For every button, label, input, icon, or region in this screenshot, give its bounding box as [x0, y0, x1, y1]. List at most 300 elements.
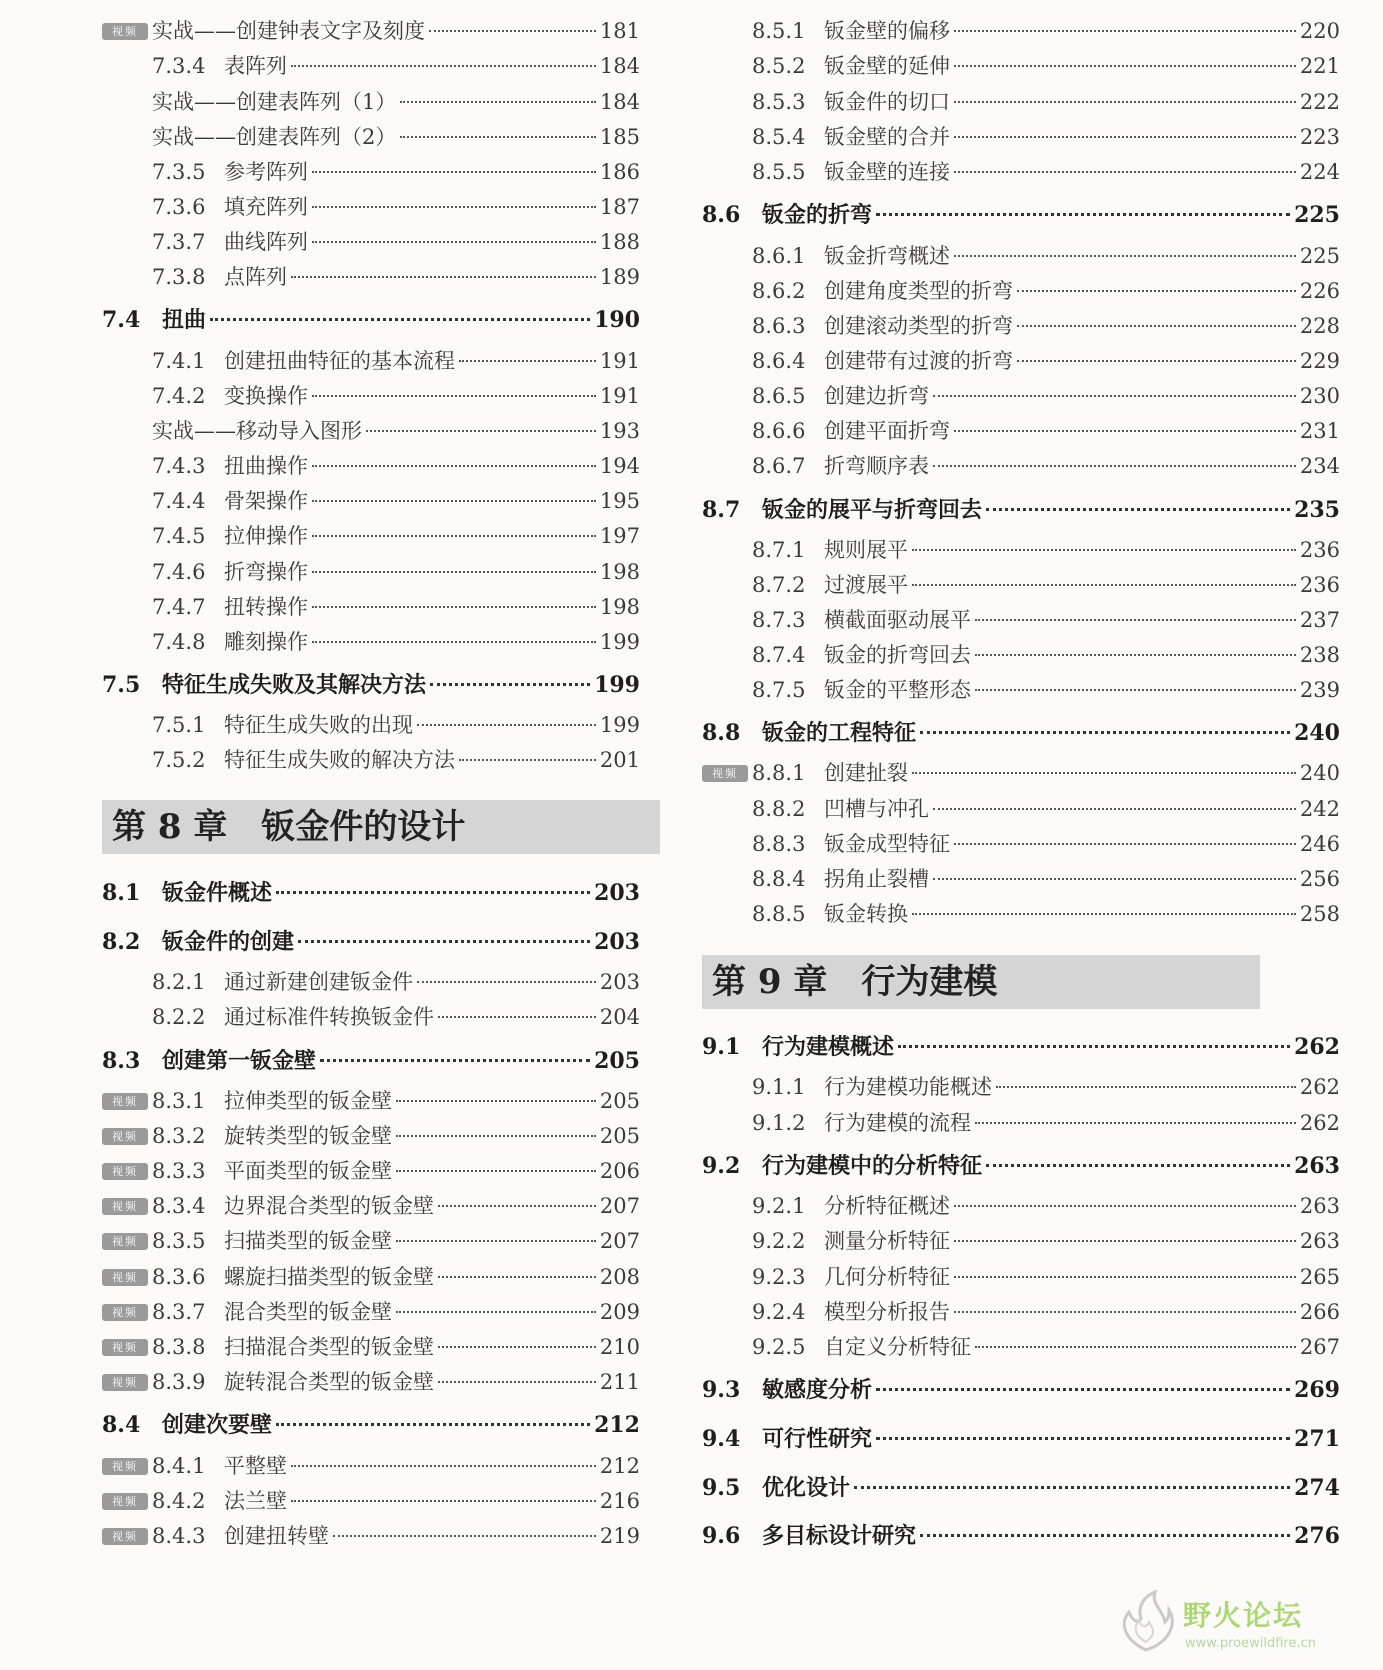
toc-subsection-entry[interactable] — [752, 451, 1340, 481]
toc-subsection-entry[interactable] — [152, 592, 640, 622]
video-badge-icon[interactable]: 视频 — [102, 1163, 148, 1180]
entry-title: 平面类型的钣金壁 — [224, 1159, 392, 1183]
entry-page-number: 269 — [1294, 1377, 1340, 1403]
entry-title: 钣金的折弯回去 — [824, 643, 971, 667]
entry-number: 8.7.1 — [752, 538, 806, 562]
entry-number: 7.5.1 — [152, 713, 206, 737]
dot-leader — [459, 759, 596, 761]
entry-page-number: 201 — [599, 748, 640, 772]
entry-number: 8.3.5 — [152, 1229, 206, 1253]
toc-section-entry[interactable] — [702, 199, 1340, 231]
toc-subsection-entry[interactable] — [152, 1121, 640, 1151]
entry-title: 横截面驱动展平 — [824, 608, 971, 632]
toc-subsection-entry[interactable] — [752, 346, 1340, 376]
toc-subsection-entry[interactable] — [152, 557, 640, 587]
toc-subsection-entry[interactable] — [752, 381, 1340, 411]
entry-title: 特征生成失败的解决方法 — [224, 748, 455, 772]
entry-page-number: 236 — [1299, 538, 1340, 562]
entry-page-number: 231 — [1299, 419, 1340, 443]
video-badge-icon[interactable]: 视频 — [102, 1339, 148, 1356]
toc-subsection-entry[interactable] — [152, 745, 640, 775]
entry-number: 9.5 — [702, 1475, 741, 1501]
entry-number: 7.4.6 — [152, 560, 206, 584]
entry-page-number: 262 — [1299, 1075, 1340, 1099]
entry-title: 钣金件的创建 — [162, 929, 295, 955]
dot-leader — [417, 981, 596, 983]
entry-page-number: 276 — [1294, 1523, 1340, 1549]
dot-leader — [312, 535, 596, 537]
toc-subsection-entry[interactable] — [752, 122, 1340, 152]
entry-number: 8.4.1 — [152, 1454, 206, 1478]
entry-title: 钣金成型特征 — [824, 832, 950, 856]
entry-title: 特征生成失败及其解决方法 — [162, 672, 427, 698]
entry-number: 9.1.1 — [752, 1075, 806, 1099]
dot-leader — [954, 171, 1296, 173]
video-badge-icon[interactable]: 视频 — [102, 1128, 148, 1145]
chapter-number: 第 8 章 — [112, 807, 228, 847]
toc-subsection-entry[interactable] — [752, 276, 1340, 306]
toc-section-entry[interactable] — [702, 717, 1340, 749]
toc-subsection-entry[interactable] — [752, 1332, 1340, 1362]
toc-subsection-entry[interactable] — [152, 521, 640, 551]
toc-subsection-entry[interactable] — [152, 51, 640, 81]
entry-number: 9.1.2 — [752, 1111, 806, 1135]
entry-title: 钣金的平整形态 — [824, 678, 971, 702]
entry-title: 创建第一钣金壁 — [162, 1048, 317, 1074]
dot-leader — [312, 606, 596, 608]
toc-subsection-entry[interactable] — [752, 829, 1340, 859]
toc-subsection-entry[interactable] — [752, 535, 1340, 565]
toc-subsection-entry[interactable] — [152, 627, 640, 657]
dot-leader — [912, 913, 1296, 915]
entry-page-number: 203 — [594, 929, 640, 955]
toc-section-entry[interactable] — [102, 1409, 640, 1441]
dot-leader — [400, 101, 596, 103]
toc-section-entry[interactable] — [702, 1520, 1340, 1552]
dot-leader — [954, 1240, 1296, 1242]
entry-number: 8.4.2 — [152, 1489, 206, 1513]
dot-leader — [954, 30, 1296, 32]
video-badge-icon[interactable]: 视频 — [102, 1374, 148, 1391]
toc-section-entry[interactable] — [702, 1031, 1340, 1063]
entry-page-number: 256 — [1299, 867, 1340, 891]
dot-leader — [912, 772, 1296, 774]
dot-leader — [417, 724, 596, 726]
entry-title: 自定义分析特征 — [824, 1335, 971, 1359]
toc-subsection-entry[interactable] — [152, 1262, 640, 1292]
entry-title: 过渡展平 — [824, 573, 908, 597]
dot-leader — [438, 1381, 596, 1383]
entry-title: 创建滚动类型的折弯 — [824, 314, 1013, 338]
entry-page-number: 262 — [1299, 1111, 1340, 1135]
dot-leader — [1017, 325, 1296, 327]
dot-leader — [438, 1276, 596, 1278]
entry-page-number: 224 — [1299, 160, 1340, 184]
dot-leader — [912, 549, 1296, 551]
toc-subsection-entry[interactable] — [752, 416, 1340, 446]
entry-page-number: 274 — [1294, 1475, 1340, 1501]
entry-title: 平整壁 — [224, 1454, 287, 1478]
dot-leader — [400, 136, 596, 138]
entry-number: 8.3.7 — [152, 1300, 206, 1324]
dot-leader — [986, 508, 1290, 511]
video-badge-icon[interactable]: 视频 — [102, 1198, 148, 1215]
toc-subsection-entry[interactable] — [752, 1297, 1340, 1327]
entry-number: 8.2.2 — [152, 1005, 206, 1029]
entry-number: 8.8.4 — [752, 867, 806, 891]
entry-page-number: 199 — [599, 630, 640, 654]
toc-subsection-entry[interactable] — [152, 967, 640, 997]
chapter-8-heading — [102, 800, 660, 854]
chapter-number: 第 9 章 — [712, 962, 828, 1002]
video-badge-icon[interactable]: 视频 — [102, 1493, 148, 1510]
entry-title: 扭曲 — [162, 307, 207, 333]
entry-page-number: 237 — [1299, 608, 1340, 632]
video-badge-icon[interactable]: 视频 — [102, 1269, 148, 1286]
dot-leader — [933, 878, 1296, 880]
toc-subsection-entry[interactable] — [752, 1226, 1340, 1256]
entry-page-number: 195 — [599, 489, 640, 513]
entry-page-number: 234 — [1299, 454, 1340, 478]
dot-leader — [396, 1135, 596, 1137]
toc-section-entry[interactable] — [702, 1423, 1340, 1455]
toc-subsection-entry[interactable] — [752, 51, 1340, 81]
toc-subsection-entry[interactable] — [152, 1332, 640, 1362]
entry-title: 实战——创建表阵列（1） — [152, 90, 397, 114]
dot-leader — [1017, 360, 1296, 362]
toc-section-entry[interactable] — [102, 669, 640, 701]
watermark — [1111, 1588, 1371, 1668]
entry-title: 参考阵列 — [224, 160, 308, 184]
entry-title: 曲线阵列 — [224, 230, 308, 254]
entry-page-number: 199 — [594, 672, 640, 698]
toc-subsection-entry[interactable] — [752, 1108, 1340, 1138]
dot-leader — [954, 1205, 1296, 1207]
dot-leader — [366, 430, 596, 432]
toc-section-entry[interactable] — [702, 494, 1340, 526]
dot-leader — [954, 136, 1296, 138]
toc-subsection-entry[interactable] — [152, 1521, 640, 1551]
chapter-title: 行为建模 — [861, 962, 998, 1002]
entry-page-number: 266 — [1299, 1300, 1340, 1324]
entry-page-number: 198 — [599, 595, 640, 619]
dot-leader — [312, 465, 596, 467]
video-badge-icon[interactable]: 视频 — [102, 1458, 148, 1475]
entry-page-number: 242 — [1299, 797, 1340, 821]
toc-subsection-entry[interactable] — [152, 346, 640, 376]
toc-subsection-entry[interactable] — [152, 710, 640, 740]
entry-page-number: 188 — [599, 230, 640, 254]
toc-subsection-entry[interactable] — [152, 1086, 640, 1116]
toc-section-entry[interactable] — [102, 1045, 640, 1077]
entry-page-number: 181 — [599, 19, 640, 43]
video-badge-icon[interactable]: 视频 — [102, 23, 148, 40]
dot-leader — [954, 430, 1296, 432]
toc-subsection-entry[interactable] — [152, 122, 640, 152]
toc-subsection-entry[interactable] — [752, 1262, 1340, 1292]
dot-leader — [396, 1311, 596, 1313]
dot-leader — [312, 171, 596, 173]
toc-subsection-entry[interactable] — [152, 1191, 640, 1221]
dot-leader — [276, 891, 590, 894]
entry-page-number: 267 — [1299, 1335, 1340, 1359]
entry-title: 实战——创建表阵列（2） — [152, 125, 397, 149]
toc-subsection-entry[interactable] — [752, 864, 1340, 894]
entry-title: 拉伸操作 — [224, 524, 308, 548]
dot-leader — [933, 465, 1296, 467]
dot-leader — [996, 1086, 1296, 1088]
dot-leader — [912, 584, 1296, 586]
entry-title: 模型分析报告 — [824, 1300, 950, 1324]
entry-number: 7.3.5 — [152, 160, 206, 184]
toc-subsection-entry[interactable] — [752, 640, 1340, 670]
entry-page-number: 207 — [599, 1194, 640, 1218]
entry-title: 骨架操作 — [224, 489, 308, 513]
entry-number: 8.3.6 — [152, 1265, 206, 1289]
entry-page-number: 263 — [1294, 1153, 1340, 1179]
dot-leader — [312, 571, 596, 573]
entry-page-number: 205 — [599, 1124, 640, 1148]
entry-title: 钣金转换 — [824, 902, 908, 926]
entry-title: 实战——创建钟表文字及刻度 — [152, 19, 425, 43]
entry-number: 8.7.5 — [752, 678, 806, 702]
entry-page-number: 204 — [599, 1005, 640, 1029]
toc-section-entry[interactable] — [702, 1150, 1340, 1182]
entry-number: 7.5 — [102, 672, 141, 698]
entry-title: 钣金的展平与折弯回去 — [762, 497, 983, 523]
video-badge-icon[interactable]: 视频 — [102, 1304, 148, 1321]
toc-subsection-entry[interactable] — [152, 157, 640, 187]
toc-subsection-entry[interactable] — [752, 1072, 1340, 1102]
dot-leader — [210, 318, 590, 321]
toc-section-entry[interactable] — [702, 1374, 1340, 1406]
entry-page-number: 199 — [599, 713, 640, 737]
toc-subsection-entry[interactable] — [152, 416, 640, 446]
dot-leader — [312, 641, 596, 643]
dot-leader — [975, 654, 1296, 656]
entry-number: 7.4 — [102, 307, 141, 333]
entry-number: 8.2.1 — [152, 970, 206, 994]
entry-number: 9.6 — [702, 1523, 741, 1549]
dot-leader — [898, 1045, 1290, 1048]
dot-leader — [933, 808, 1296, 810]
entry-number: 8.7.2 — [752, 573, 806, 597]
dot-leader — [429, 30, 596, 32]
entry-title: 创建角度类型的折弯 — [824, 279, 1013, 303]
dot-leader — [854, 1486, 1290, 1489]
entry-page-number: 212 — [594, 1412, 640, 1438]
entry-title: 扫描混合类型的钣金壁 — [224, 1335, 434, 1359]
toc-subsection-entry[interactable] — [752, 758, 1340, 788]
dot-leader — [975, 1122, 1296, 1124]
entry-title: 行为建模功能概述 — [824, 1075, 992, 1099]
dot-leader — [920, 1534, 1290, 1537]
entry-number: 8.3.9 — [152, 1370, 206, 1394]
entry-number: 8.1 — [102, 880, 141, 906]
dot-leader — [876, 1437, 1290, 1440]
entry-title: 行为建模中的分析特征 — [762, 1153, 983, 1179]
entry-number: 9.2.4 — [752, 1300, 806, 1324]
toc-subsection-entry[interactable] — [152, 1002, 640, 1032]
toc-section-entry[interactable] — [102, 926, 640, 958]
video-badge-icon[interactable]: 视频 — [102, 1233, 148, 1250]
toc-subsection-entry[interactable] — [152, 1297, 640, 1327]
entry-page-number: 185 — [599, 125, 640, 149]
entry-title: 可行性研究 — [762, 1426, 873, 1452]
toc-subsection-entry[interactable] — [752, 16, 1340, 46]
toc-subsection-entry[interactable] — [752, 570, 1340, 600]
entry-title: 表阵列 — [224, 54, 287, 78]
watermark-text: 野火论坛 — [1183, 1599, 1304, 1632]
entry-page-number: 197 — [599, 524, 640, 548]
dot-leader — [291, 65, 596, 67]
toc-subsection-entry[interactable] — [752, 157, 1340, 187]
toc-subsection-entry[interactable] — [152, 87, 640, 117]
entry-title: 螺旋扫描类型的钣金壁 — [224, 1265, 434, 1289]
toc-subsection-entry[interactable] — [752, 605, 1340, 635]
entry-page-number: 225 — [1299, 244, 1340, 268]
entry-page-number: 263 — [1299, 1194, 1340, 1218]
toc-subsection-entry[interactable] — [152, 1367, 640, 1397]
dot-leader — [954, 65, 1296, 67]
entry-title: 创建带有过渡的折弯 — [824, 349, 1013, 373]
dot-leader — [933, 395, 1296, 397]
toc-subsection-entry[interactable] — [152, 192, 640, 222]
entry-number: 9.2 — [702, 1153, 741, 1179]
toc-subsection-entry[interactable] — [152, 486, 640, 516]
entry-page-number: 184 — [599, 54, 640, 78]
entry-page-number: 222 — [1299, 90, 1340, 114]
entry-page-number: 229 — [1299, 349, 1340, 373]
entry-number: 8.3.3 — [152, 1159, 206, 1183]
toc-subsection-entry[interactable] — [752, 794, 1340, 824]
dot-leader — [291, 276, 596, 278]
entry-title: 填充阵列 — [224, 195, 308, 219]
entry-page-number: 191 — [599, 349, 640, 373]
dot-leader — [438, 1016, 596, 1018]
entry-number: 7.4.1 — [152, 349, 206, 373]
entry-page-number: 265 — [1299, 1265, 1340, 1289]
toc-subsection-entry[interactable] — [152, 1226, 640, 1256]
toc-subsection-entry[interactable] — [752, 87, 1340, 117]
toc-section-entry[interactable] — [702, 1472, 1340, 1504]
video-badge-icon[interactable]: 视频 — [102, 1093, 148, 1110]
entry-number: 8.3.4 — [152, 1194, 206, 1218]
entry-number: 8.8.1 — [752, 761, 806, 785]
entry-page-number: 238 — [1299, 643, 1340, 667]
entry-title: 扭曲操作 — [224, 454, 308, 478]
entry-page-number: 263 — [1299, 1229, 1340, 1253]
entry-title: 通过新建创建钣金件 — [224, 970, 413, 994]
entry-title: 钣金壁的延伸 — [824, 54, 950, 78]
entry-number: 8.7 — [702, 497, 741, 523]
entry-number: 8.5.1 — [752, 19, 806, 43]
entry-page-number: 212 — [599, 1454, 640, 1478]
video-badge-icon[interactable]: 视频 — [702, 765, 748, 782]
entry-page-number: 258 — [1299, 902, 1340, 926]
entry-title: 钣金的折弯 — [762, 202, 873, 228]
toc-subsection-entry[interactable] — [152, 262, 640, 292]
toc-subsection-entry[interactable] — [152, 16, 640, 46]
entry-number: 8.6 — [702, 202, 741, 228]
entry-page-number: 240 — [1294, 720, 1340, 746]
entry-number: 8.3.8 — [152, 1335, 206, 1359]
entry-title: 创建扯裂 — [824, 761, 908, 785]
toc-subsection-entry[interactable] — [752, 311, 1340, 341]
entry-number: 9.2.1 — [752, 1194, 806, 1218]
entry-number: 7.4.3 — [152, 454, 206, 478]
entry-page-number: 230 — [1299, 384, 1340, 408]
entry-number: 8.6.7 — [752, 454, 806, 478]
entry-title: 特征生成失败的出现 — [224, 713, 413, 737]
entry-number: 8.4 — [102, 1412, 141, 1438]
toc-subsection-entry[interactable] — [152, 1486, 640, 1516]
entry-number: 8.6.4 — [752, 349, 806, 373]
entry-title: 钣金壁的偏移 — [824, 19, 950, 43]
entry-title: 拉伸类型的钣金壁 — [224, 1089, 392, 1113]
entry-page-number: 225 — [1294, 202, 1340, 228]
entry-page-number: 193 — [599, 419, 640, 443]
toc-subsection-entry[interactable] — [752, 899, 1340, 929]
entry-page-number: 187 — [599, 195, 640, 219]
entry-number: 9.2.3 — [752, 1265, 806, 1289]
entry-page-number: 239 — [1299, 678, 1340, 702]
entry-page-number: 221 — [1299, 54, 1340, 78]
entry-number: 7.3.4 — [152, 54, 206, 78]
entry-title: 旋转混合类型的钣金壁 — [224, 1370, 434, 1394]
entry-title: 扭转操作 — [224, 595, 308, 619]
entry-title: 钣金壁的连接 — [824, 160, 950, 184]
entry-title: 创建扭曲特征的基本流程 — [224, 349, 455, 373]
entry-number: 7.3.6 — [152, 195, 206, 219]
toc-subsection-entry[interactable] — [752, 675, 1340, 705]
entry-page-number: 190 — [594, 307, 640, 333]
toc-subsection-entry[interactable] — [152, 381, 640, 411]
toc-subsection-entry[interactable] — [752, 1191, 1340, 1221]
entry-title: 多目标设计研究 — [762, 1523, 917, 1549]
toc-subsection-entry[interactable] — [152, 1451, 640, 1481]
entry-number: 7.4.2 — [152, 384, 206, 408]
entry-page-number: 240 — [1299, 761, 1340, 785]
toc-subsection-entry[interactable] — [152, 451, 640, 481]
entry-title: 钣金件的切口 — [824, 90, 950, 114]
toc-subsection-entry[interactable] — [752, 241, 1340, 271]
entry-page-number: 186 — [599, 160, 640, 184]
dot-leader — [438, 1346, 596, 1348]
toc-section-entry[interactable] — [102, 877, 640, 909]
toc-subsection-entry[interactable] — [152, 227, 640, 257]
entry-page-number: 228 — [1299, 314, 1340, 338]
toc-subsection-entry[interactable] — [152, 1156, 640, 1186]
entry-title: 创建平面折弯 — [824, 419, 950, 443]
dot-leader — [298, 940, 590, 943]
entry-title: 行为建模的流程 — [824, 1111, 971, 1135]
entry-number: 8.8 — [702, 720, 741, 746]
entry-number: 8.6.1 — [752, 244, 806, 268]
dot-leader — [438, 1205, 596, 1207]
dot-leader — [876, 1388, 1290, 1391]
entry-number: 8.8.3 — [752, 832, 806, 856]
dot-leader — [975, 1346, 1296, 1348]
entry-number: 8.6.6 — [752, 419, 806, 443]
toc-section-entry[interactable] — [102, 304, 640, 336]
entry-title: 点阵列 — [224, 265, 287, 289]
video-badge-icon[interactable]: 视频 — [102, 1528, 148, 1545]
entry-page-number: 208 — [599, 1265, 640, 1289]
flame-logo-icon — [1111, 1588, 1181, 1658]
entry-page-number: 216 — [599, 1489, 640, 1513]
entry-title: 凹槽与冲孔 — [824, 797, 929, 821]
